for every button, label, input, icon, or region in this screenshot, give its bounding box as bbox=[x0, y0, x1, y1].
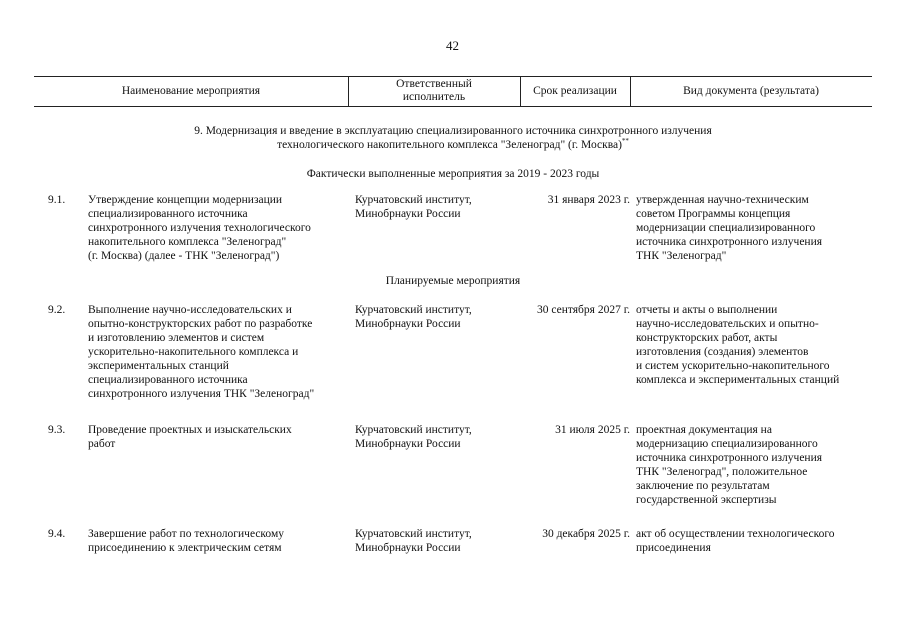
section-title-line2: технологического накопительного комплекса "Зеленоград" (г. Москва)** bbox=[277, 137, 629, 151]
subhead-planned: Планируемые мероприятия bbox=[385, 275, 521, 287]
row-number: 9.4. bbox=[48, 528, 66, 540]
row-activity-name: Выполнение научно-исследовательских и опытно-конструкторских работ по разработке и изготовлению элементов и систем ускорительно-накопительного комплекса и экспериментальных станций специализированного источника синхротронного излучения ТНК "Зеленоград" bbox=[88, 304, 315, 400]
row-activity-name: Завершение работ по технологическому присоединению к электрическим сетям bbox=[88, 528, 284, 554]
row-result: отчеты и акты о выполнении научно-исследовательских и опытно- конструкторских работ, акты изготовления (создания) элементов и систем ускорительно-накопительного комплекса и экспериментальных станций bbox=[636, 304, 840, 386]
row-number: 9.3. bbox=[48, 424, 66, 436]
row-deadline: 30 декабря 2025 г. bbox=[542, 528, 630, 540]
row-deadline: 31 июля 2025 г. bbox=[555, 424, 630, 436]
section-title bbox=[34, 124, 872, 152]
row-number: 9.1. bbox=[48, 194, 66, 206]
header-executor: Ответственный исполнитель bbox=[396, 78, 472, 103]
row-result: проектная документация на модернизацию специализированного источника синхротронного излучения ТНК "Зеленоград", положительное заключение по результатам государственной экспертизы bbox=[636, 424, 823, 506]
footnote-mark: ** bbox=[621, 137, 629, 146]
row-activity-name: Проведение проектных и изыскательских работ bbox=[88, 424, 292, 450]
header-name: Наименование мероприятия bbox=[121, 84, 261, 97]
row-activity-name: Утверждение концепции модернизации специализированного источника синхротронного излучения технологического накопительного комплекса "Зеленоград" (г. Москва) (далее - ТНК "Зеленоград") bbox=[88, 194, 311, 262]
subhead-completed: Фактически выполненные мероприятия за 2019 - 2023 годы bbox=[306, 168, 600, 180]
row-deadline: 31 января 2023 г. bbox=[547, 194, 630, 206]
row-executor: Курчатовский институт, Минобрнауки России bbox=[355, 424, 472, 450]
row-executor: Курчатовский институт, Минобрнауки России bbox=[355, 194, 472, 220]
section-title-line1: 9. Модернизация и введение в эксплуатацию специализированного источника синхротронного излучения bbox=[194, 125, 712, 137]
row-number: 9.2. bbox=[48, 304, 66, 316]
page-number: 42 bbox=[446, 38, 459, 53]
row-result: акт об осуществлении технологического присоединения bbox=[636, 528, 835, 554]
header-deadline: Срок реализации bbox=[533, 84, 617, 97]
row-result: утвержденная научно-техническим советом Программы концепция модернизации специализированного источника синхротронного излучения ТНК "Зеленоград" bbox=[636, 194, 823, 262]
row-executor: Курчатовский институт, Минобрнауки России bbox=[355, 528, 472, 554]
table-header-bottom-rule bbox=[34, 106, 872, 107]
row-executor: Курчатовский институт, Минобрнауки России bbox=[355, 304, 472, 330]
header-result: Вид документа (результата) bbox=[683, 84, 819, 97]
row-deadline: 30 сентября 2027 г. bbox=[537, 304, 630, 316]
